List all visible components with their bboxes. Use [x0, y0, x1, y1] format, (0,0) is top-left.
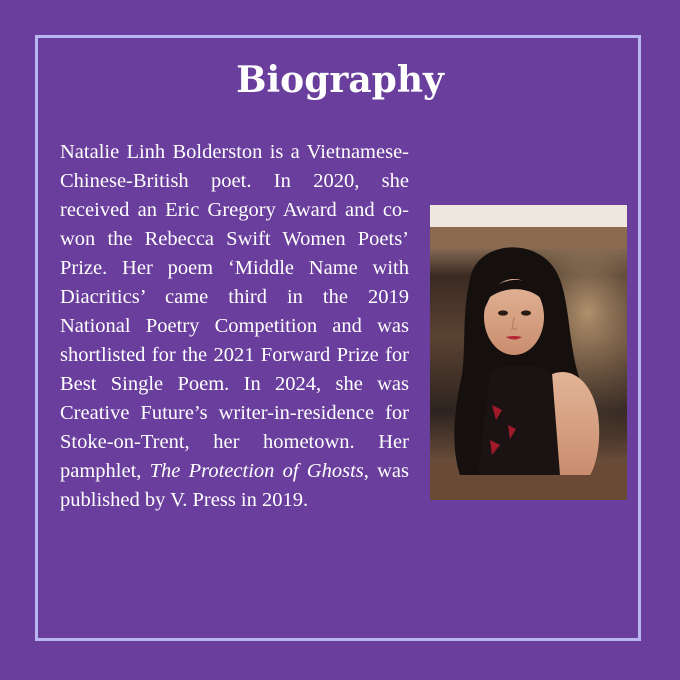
book-title: The Protection of Ghosts — [149, 460, 364, 482]
portrait-photo — [430, 205, 627, 500]
bio-text-main: Natalie Linh Bolderston is a Vietnamese-Chinese-British poet. In 2020, she received an Eric Gregory Award and co-won the Rebecca Swift Women Poets’ Prize. Her poem ‘Middle Name with Diacritics’ came third in the 2019 National Poetry Competition and was shortlisted for the 2021 Forward Prize for Best Single Poem. In 2024, she was Creative Future’s writer-in-residence for Stoke-on-Trent, her hometown. Her pamphlet, — [60, 141, 409, 482]
portrait-illustration — [430, 205, 627, 500]
bio-text-end: , was published by V. Press in 2019. — [60, 460, 409, 511]
page-title: Biography — [236, 59, 444, 101]
biography-text — [60, 138, 409, 515]
